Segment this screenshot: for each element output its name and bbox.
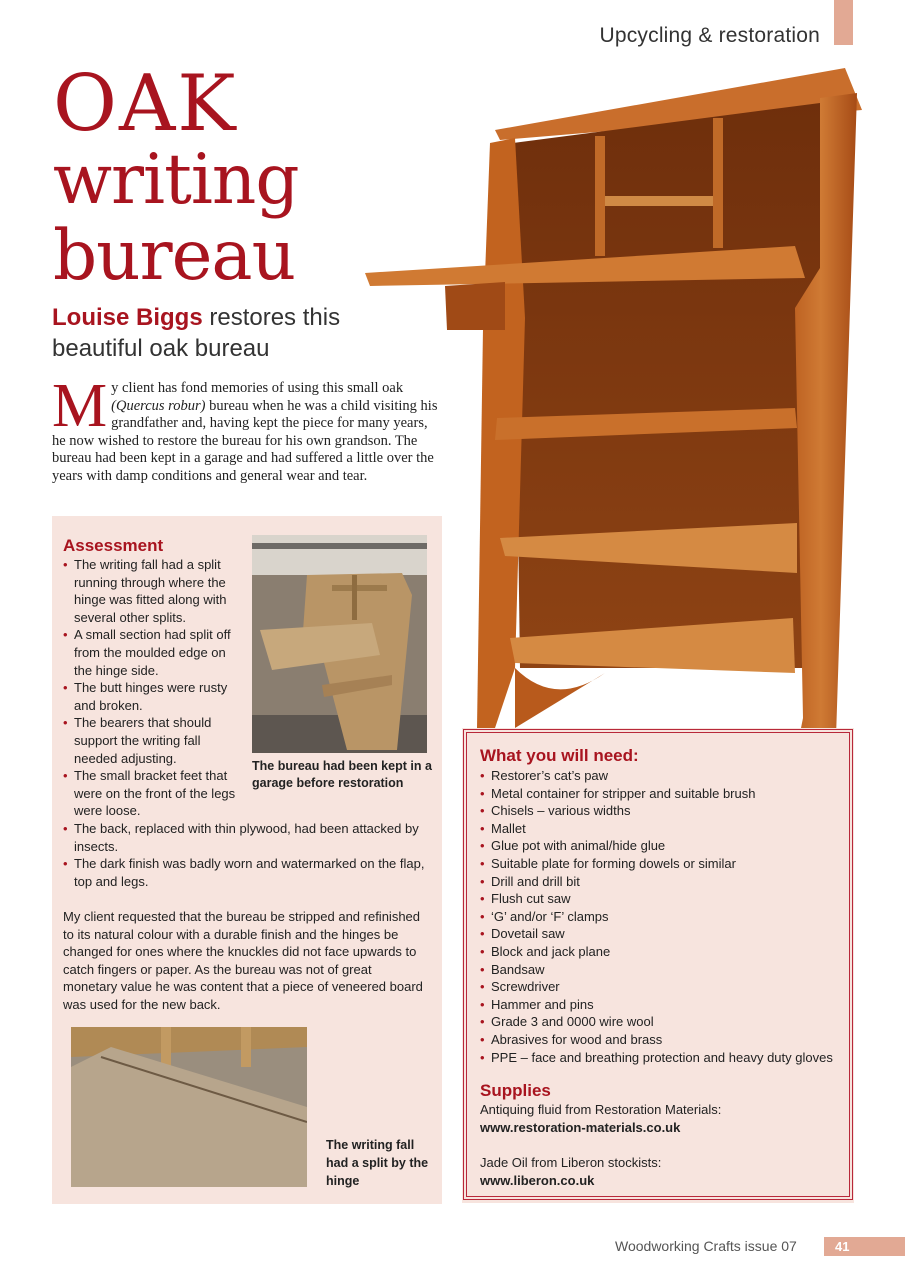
list-item: • PPE – face and breathing protection and heavy duty gloves <box>480 1049 850 1067</box>
photo-caption: The writing fall had a split by the hinge <box>326 1138 429 1188</box>
list-item: • Flush cut saw <box>480 890 850 908</box>
supplier-line-2: Jade Oil from Liberon stockists: <box>480 1155 662 1171</box>
list-item: • Screwdriver <box>480 978 850 996</box>
list-item: • The small bracket feet that were on the front of the legs were loose. <box>63 767 243 820</box>
standfirst-text: restores this beautiful oak bureau <box>52 304 341 362</box>
section-tab <box>834 0 853 45</box>
list-item: • Restorer’s cat’s paw <box>480 767 850 785</box>
section-label: Upcycling & restoration <box>599 24 820 47</box>
list-item: • The bearers that should support the writing fall needed adjusting. <box>63 714 243 767</box>
list-item: • Glue pot with animal/hide glue <box>480 837 850 855</box>
supplier-link-2[interactable]: www.liberon.co.uk <box>480 1172 595 1188</box>
list-item: • Suitable plate for forming dowels or similar <box>480 855 850 873</box>
assessment-list-continued <box>63 820 433 890</box>
title-line-2: writing <box>53 140 299 220</box>
drop-cap: M <box>52 372 108 440</box>
tools-list <box>480 767 850 1066</box>
list-item: • Metal container for stripper and suitable brush <box>480 785 850 803</box>
photo-caption: The bureau had been kept in a garage before restoration <box>252 759 432 790</box>
list-item: • Hammer and pins <box>480 996 850 1014</box>
standfirst <box>52 302 412 364</box>
list-item: • Grade 3 and 0000 wire wool <box>480 1013 850 1031</box>
list-item: • Chisels – various widths <box>480 802 850 820</box>
assessment-list <box>63 556 243 820</box>
page-number: 41 <box>824 1237 905 1256</box>
supplies-text <box>480 1101 840 1189</box>
list-item: • Block and jack plane <box>480 943 850 961</box>
supplies-heading: Supplies <box>480 1081 551 1100</box>
article-title <box>53 59 299 296</box>
list-item: • Mallet <box>480 820 850 838</box>
tools-heading: What you will need: <box>480 746 639 765</box>
list-item: • A small section had split off from the moulded edge on the hinge side. <box>63 626 243 679</box>
list-item: • Dovetail saw <box>480 925 850 943</box>
list-item: • Abrasives for wood and brass <box>480 1031 850 1049</box>
list-item: • ‘G’ and/or ‘F’ clamps <box>480 908 850 926</box>
garage-bureau-photo <box>252 535 427 753</box>
intro-latin-name: (Quercus robur) <box>111 397 206 414</box>
supplier-line-1: Antiquing fluid from Restoration Materials: <box>480 1102 722 1117</box>
intro-part-2: bureau when he was a child visiting his grandfather and, having kept the piece for many years, he now wished to restore the bureau for his own grandson. The bureau had been kept in a garage and had suffered a little over the years with damp conditions and general wear and tear. <box>52 397 438 484</box>
author-name: Louise Biggs <box>52 304 203 331</box>
list-item: • The back, replaced with thin plywood, had been attacked by insects. <box>63 820 433 855</box>
list-item: • The dark finish was badly worn and watermarked on the flap, top and legs. <box>63 855 433 890</box>
intro-part-1: y client has fond memories of using this small oak <box>111 380 404 396</box>
split-fall-photo <box>71 1027 307 1187</box>
list-item: • The butt hinges were rusty and broken. <box>63 679 243 714</box>
list-item: • The writing fall had a split running through where the hinge was fitted along with several other splits. <box>63 556 243 626</box>
title-line-1: OAK <box>53 59 238 149</box>
list-item: • Drill and drill bit <box>480 873 850 891</box>
magazine-issue: Woodworking Crafts issue 07 <box>615 1238 797 1254</box>
list-item: • Bandsaw <box>480 961 850 979</box>
title-line-3: bureau <box>53 216 296 296</box>
assessment-heading: Assessment <box>63 536 164 555</box>
assessment-paragraph: My client requested that the bureau be stripped and refinished to its natural colour with a durable finish and the hinges be changed for ones where the knuckles did not face upwards to catch fingers or paper. As the bureau was not of great monetary value he was content that a piece of veneered board was used for the new back. <box>63 909 423 1012</box>
supplier-link-1[interactable]: www.restoration-materials.co.uk <box>480 1119 681 1135</box>
